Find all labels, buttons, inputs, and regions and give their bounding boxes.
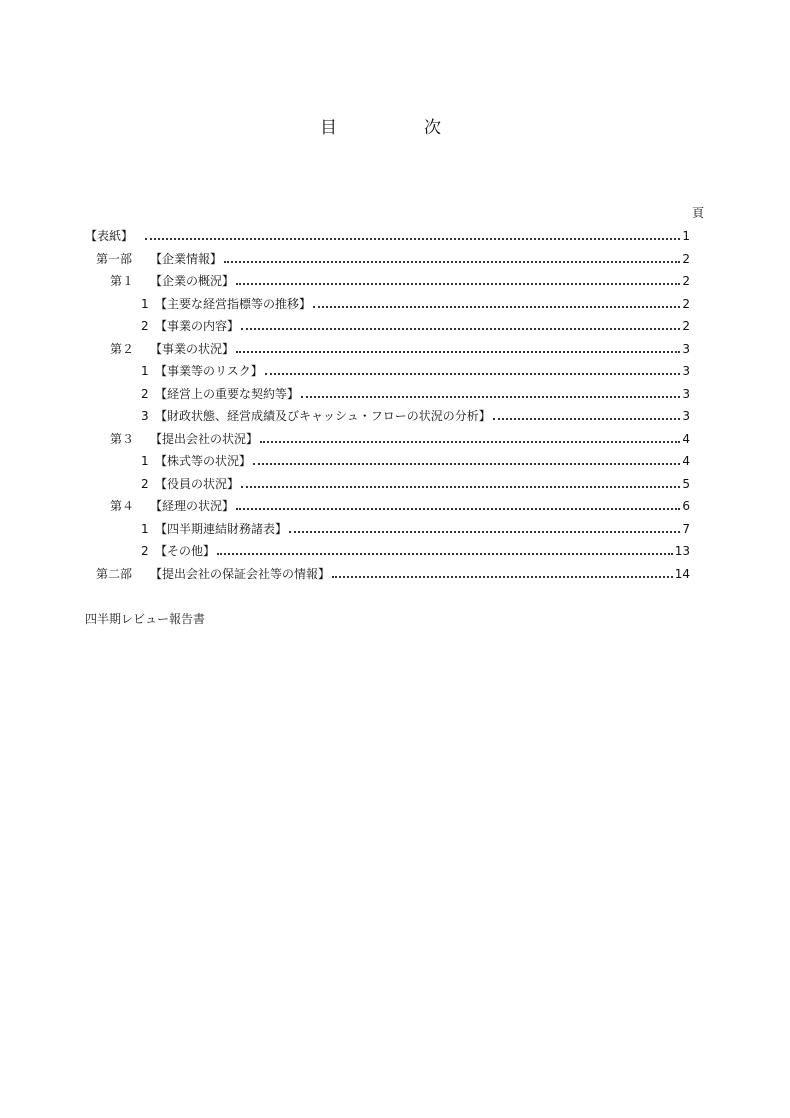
toc-entry-page: 6 <box>682 499 690 513</box>
toc-entry[interactable] <box>0 270 790 292</box>
toc-entry-page: 14 <box>674 566 690 581</box>
leader-dots <box>224 261 680 263</box>
title-left: 目 <box>320 118 337 138</box>
toc-entry-number: 第二部 <box>96 566 133 581</box>
toc-entry[interactable] <box>0 293 790 315</box>
toc-entry-page: 5 <box>682 476 690 491</box>
toc-entry-page: 2 <box>682 274 690 288</box>
toc-entry-title[interactable]: 【事業等のリスク】 <box>155 364 263 378</box>
toc-entry-page: 2 <box>682 296 690 311</box>
toc-entry-title[interactable]: 【四半期連結財務諸表】 <box>155 521 288 536</box>
leader-dots <box>265 373 681 375</box>
toc-entry-page: 13 <box>674 544 690 558</box>
toc-entry-page: 3 <box>682 341 690 356</box>
toc-entry-number: 第４ <box>110 499 135 513</box>
toc-entry[interactable] <box>0 540 790 562</box>
toc-entry[interactable] <box>0 225 790 247</box>
toc-entry[interactable] <box>0 315 790 337</box>
toc-entry-number: 第１ <box>110 274 135 288</box>
toc-entry-number: 1 <box>141 364 149 378</box>
toc-entry-title[interactable]: 【事業の状況】 <box>150 341 235 356</box>
leader-dots <box>236 508 680 510</box>
toc-entry[interactable] <box>0 338 790 360</box>
toc-entry-title[interactable]: 【財政状態、経営成績及びキャッシュ・フローの状況の分析】 <box>155 409 491 423</box>
toc-entry[interactable] <box>0 383 790 405</box>
toc-entry-page: 2 <box>682 251 690 266</box>
leader-dots <box>289 531 680 533</box>
toc-entry-page: 1 <box>682 229 690 243</box>
toc-entry[interactable] <box>0 248 790 270</box>
leader-dots <box>145 238 680 240</box>
toc-entry-page: 4 <box>682 454 690 468</box>
toc-entry-title[interactable]: 【表紙】 <box>85 229 134 243</box>
toc-entry-number: 2 <box>141 319 149 333</box>
toc-entry-title[interactable]: 【株式等の状況】 <box>155 454 252 468</box>
toc-entry-title[interactable]: 【企業の概況】 <box>150 274 235 288</box>
toc-entry-title[interactable]: 【主要な経営指標等の推移】 <box>155 296 312 311</box>
toc-entry[interactable] <box>0 495 790 517</box>
toc-entry-number: 2 <box>141 386 149 401</box>
toc-entry-page: 4 <box>682 431 690 446</box>
toc-entry-page: 3 <box>682 386 690 401</box>
leader-dots <box>332 576 673 578</box>
toc-entry-page: 7 <box>682 521 690 536</box>
toc-entry-number: 第３ <box>110 431 135 446</box>
toc-entry-title[interactable]: 【企業情報】 <box>150 251 223 266</box>
toc-entry-number: 2 <box>141 476 149 491</box>
toc-entry-title[interactable]: 【事業の内容】 <box>155 319 240 333</box>
leader-dots <box>260 441 680 443</box>
toc-entry-page: 3 <box>682 364 690 378</box>
leader-dots <box>241 328 680 330</box>
toc-entry-page: 3 <box>682 409 690 423</box>
toc-entry-number: 第２ <box>110 341 135 356</box>
leader-dots <box>253 463 680 465</box>
page-column-header: 頁 <box>692 206 705 220</box>
toc-entry[interactable] <box>0 428 790 450</box>
toc-entry[interactable] <box>0 360 790 382</box>
toc-entry[interactable] <box>0 450 790 472</box>
toc-entry-number: 1 <box>141 454 149 468</box>
toc-entry-number: 第一部 <box>96 251 133 266</box>
toc-entry-page: 2 <box>682 319 690 333</box>
toc-entry[interactable] <box>0 563 790 585</box>
leader-dots <box>493 418 681 420</box>
leader-dots <box>301 396 680 398</box>
toc-entry-number: 3 <box>141 409 149 423</box>
leader-dots <box>236 351 680 353</box>
leader-dots <box>313 306 680 308</box>
leader-dots <box>241 486 680 488</box>
toc-entry-title[interactable]: 【経営上の重要な契約等】 <box>155 386 300 401</box>
toc-entry-number: 1 <box>141 296 149 311</box>
toc-entry-title[interactable]: 【提出会社の保証会社等の情報】 <box>150 566 331 581</box>
toc-entry-title[interactable]: 【役員の状況】 <box>155 476 240 491</box>
toc-entry[interactable] <box>0 518 790 540</box>
leader-dots <box>236 283 680 285</box>
toc-entry-title[interactable]: 【その他】 <box>155 544 216 558</box>
toc-entry-title[interactable]: 【提出会社の状況】 <box>150 431 259 446</box>
leader-dots <box>217 553 673 555</box>
toc-entry-number: 2 <box>141 544 149 558</box>
toc-entry[interactable] <box>0 405 790 427</box>
toc-entry[interactable] <box>0 473 790 495</box>
toc-entry-title[interactable]: 【経理の状況】 <box>150 499 235 513</box>
title-right: 次 <box>424 118 441 138</box>
review-report-link[interactable]: 四半期レビュー報告書 <box>85 612 206 626</box>
toc-entry-number: 1 <box>141 521 149 536</box>
